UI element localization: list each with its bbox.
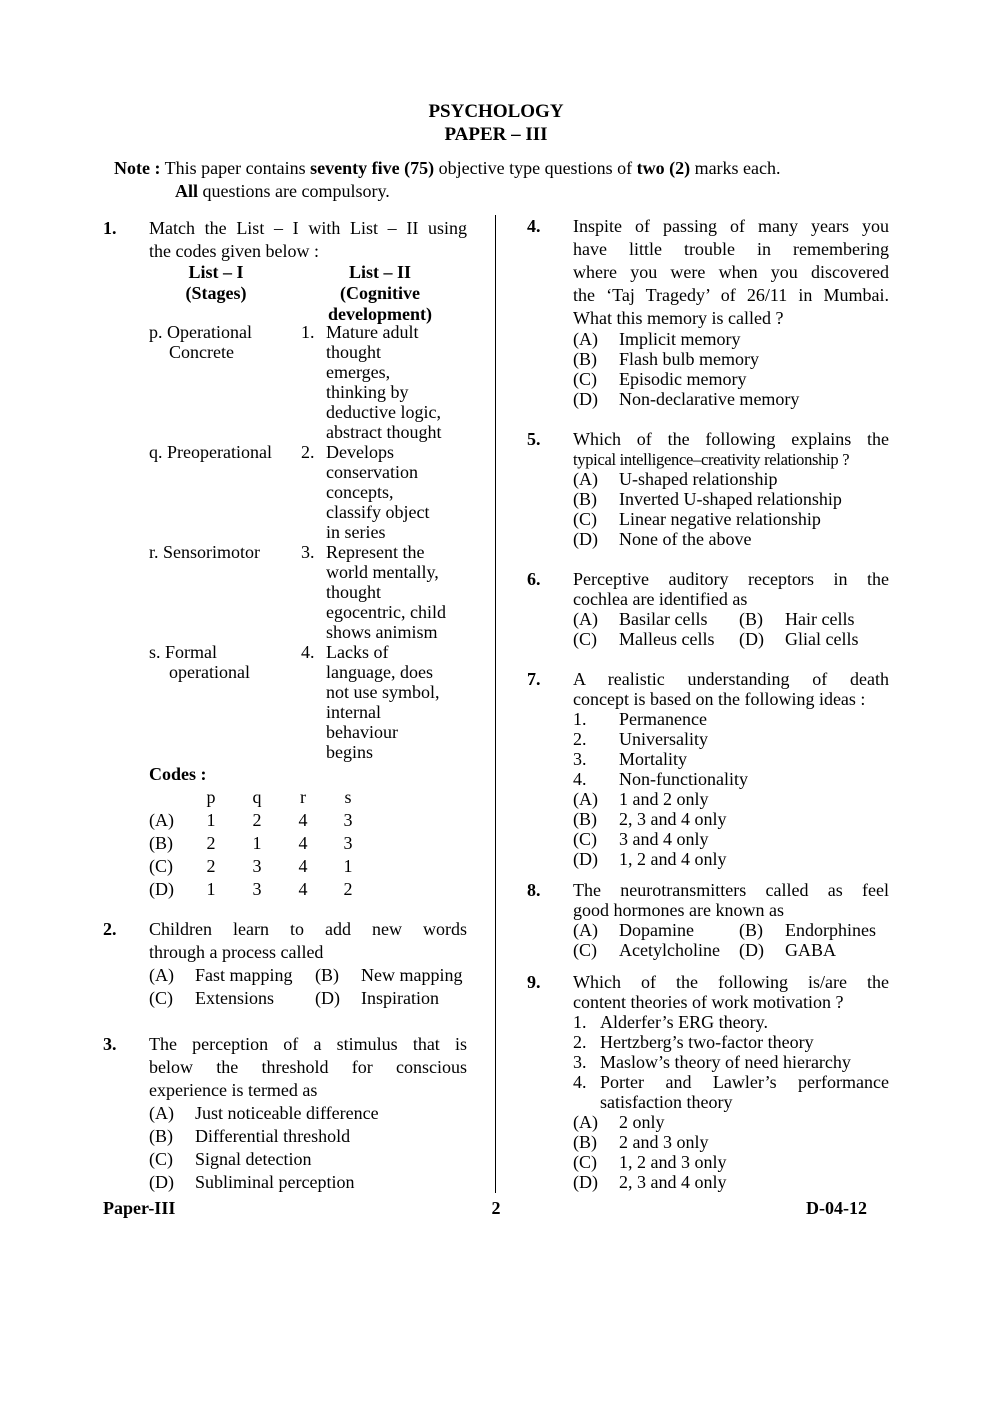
- q4-option-text: Flash bulb memory: [619, 349, 759, 369]
- q5-line-1: Which of the following explains the: [573, 429, 889, 449]
- note-rest: questions are compulsory.: [198, 181, 390, 201]
- q7-option-label: (C): [573, 829, 597, 849]
- q6-number: 6.: [527, 569, 541, 589]
- q3-option-label: (A): [149, 1103, 174, 1123]
- q8-option-d-label: (D): [739, 940, 764, 960]
- q6-option-d-text: Glial cells: [785, 629, 859, 649]
- q2-line-1: Children learn to add new words: [149, 919, 467, 939]
- q1-line-2: the codes given below :: [149, 241, 319, 261]
- item-1-line: deductive logic,: [326, 402, 441, 422]
- q6-option-b-text: Hair cells: [785, 609, 855, 629]
- q9-option-text: 2 only: [619, 1112, 665, 1132]
- code-cell: 2: [206, 856, 216, 876]
- item-1-line: Mature adult: [326, 322, 419, 342]
- q2-option-c-label: (C): [149, 988, 173, 1008]
- q3-number: 3.: [103, 1034, 117, 1054]
- item-4-line: internal: [326, 702, 381, 722]
- q8-option-a-label: (A): [573, 920, 598, 940]
- q2-option-a-label: (A): [149, 965, 174, 985]
- code-cell: 1: [343, 856, 353, 876]
- q8-line-2: good hormones are known as: [573, 900, 784, 920]
- match-item-4-text: [326, 642, 440, 762]
- item-3-line: shows animism: [326, 622, 438, 642]
- q5-option-text: Inverted U-shaped relationship: [619, 489, 842, 509]
- q7-idea-num: 4.: [573, 769, 587, 789]
- code-cell: 2: [343, 879, 353, 899]
- match-item-q-left: q. Preoperational: [149, 442, 272, 462]
- q5-option-text: Linear negative relationship: [619, 509, 821, 529]
- note-block: [114, 158, 781, 179]
- note-text-3: objective type questions of: [434, 158, 637, 178]
- q9-line-2: content theories of work motivation ?: [573, 992, 844, 1012]
- footer-code: D-04-12: [806, 1198, 867, 1218]
- item-4-line: begins: [326, 742, 373, 762]
- q9-option-text: 1, 2 and 3 only: [619, 1152, 727, 1172]
- item-2-line: classify object: [326, 502, 430, 522]
- code-option-d: (D): [149, 879, 174, 899]
- q7-option-label: (D): [573, 849, 598, 869]
- note-all: All: [175, 181, 199, 201]
- code-cell: 3: [252, 879, 262, 899]
- q4-line-4: the ‘Taj Tragedy’ of 26/11 in Mumbai.: [573, 285, 889, 305]
- q5-option-label: (C): [573, 509, 597, 529]
- q9-idea-num: 3.: [573, 1052, 587, 1072]
- q5-option-label: (A): [573, 469, 598, 489]
- q7-option-text: 1 and 2 only: [619, 789, 709, 809]
- q9-idea-num: 2.: [573, 1032, 587, 1052]
- item-3-line: egocentric, child: [326, 602, 446, 622]
- q8-option-d-text: GABA: [785, 940, 837, 960]
- list2-heading-line3: development): [328, 304, 432, 324]
- item-2-line: conservation: [326, 462, 418, 482]
- item-1-line: abstract thought: [326, 422, 442, 442]
- code-cell: 4: [298, 833, 308, 853]
- q4-number: 4.: [527, 216, 541, 236]
- q4-line-3: where you were when you discovered: [573, 262, 889, 282]
- q4-option-text: Implicit memory: [619, 329, 741, 349]
- item-3-line: Represent the: [326, 542, 425, 562]
- q2-line-2: through a process called: [149, 942, 324, 962]
- q1-line-1: Match the List – I with List – II using: [149, 218, 467, 238]
- match-item-r-left: r. Sensorimotor: [149, 542, 260, 562]
- match-item-1-num: 1.: [301, 322, 315, 342]
- q5-line-2: typical intelligence–creativity relationship ?: [573, 450, 850, 469]
- q6-option-b-label: (B): [739, 609, 763, 629]
- q3-option-label: (C): [149, 1149, 173, 1169]
- list1-heading-line1: List – I: [188, 262, 244, 282]
- list2-heading-line1: List – II: [348, 262, 411, 282]
- match-item-s-left: [149, 642, 250, 682]
- q3-option-text: Differential threshold: [195, 1126, 351, 1146]
- q7-idea-num: 3.: [573, 749, 587, 769]
- code-cell: 3: [343, 810, 353, 830]
- match-item-3-text: [326, 542, 446, 642]
- q8-option-c-text: Acetylcholine: [619, 940, 720, 960]
- q3-line-3: experience is termed as: [149, 1080, 318, 1100]
- paper-subject-title: PSYCHOLOGY: [428, 101, 564, 122]
- column-divider: [495, 215, 496, 1193]
- q4-line-5: What this memory is called ?: [573, 308, 784, 328]
- footer-paper-label: Paper-III: [103, 1198, 176, 1218]
- code-cell: 3: [343, 833, 353, 853]
- code-option-c: (C): [149, 856, 173, 876]
- q6-option-c-text: Malleus cells: [619, 629, 715, 649]
- q7-number: 7.: [527, 669, 541, 689]
- code-cell: 2: [206, 833, 216, 853]
- q7-option-label: (A): [573, 789, 598, 809]
- codes-header-p: p: [206, 787, 216, 807]
- q7-idea-text: Permanence: [619, 709, 707, 729]
- item-1-line: emerges,: [326, 362, 391, 382]
- match-item-2-text: [326, 442, 429, 542]
- q2-option-a-text: Fast mapping: [195, 965, 293, 985]
- code-cell: 1: [206, 879, 216, 899]
- q1-number: 1.: [103, 218, 117, 238]
- q8-option-a-text: Dopamine: [619, 920, 694, 940]
- item-4-line: Lacks of: [326, 642, 389, 662]
- item-s-line2: operational: [169, 662, 250, 682]
- q6-option-a-label: (A): [573, 609, 598, 629]
- q6-option-c-label: (C): [573, 629, 597, 649]
- code-cell: 2: [252, 810, 262, 830]
- q3-option-text: Subliminal perception: [195, 1172, 355, 1192]
- item-3-line: thought: [326, 582, 382, 602]
- q7-line-2: concept is based on the following ideas :: [573, 689, 866, 709]
- q7-option-text: 2, 3 and 4 only: [619, 809, 727, 829]
- note-text-1: This paper contains: [164, 158, 311, 178]
- code-option-b: (B): [149, 833, 173, 853]
- codes-header-r: r: [300, 787, 306, 807]
- q7-idea-num: 1.: [573, 709, 587, 729]
- code-cell: 4: [298, 856, 308, 876]
- q9-idea-num: 1.: [573, 1012, 587, 1032]
- q2-option-d-label: (D): [315, 988, 340, 1008]
- item-4-line: not use symbol,: [326, 682, 440, 702]
- q2-option-c-text: Extensions: [195, 988, 274, 1008]
- q4-option-label: (C): [573, 369, 597, 389]
- q3-option-label: (D): [149, 1172, 174, 1192]
- q9-idea-text: Maslow’s theory of need hierarchy: [600, 1052, 851, 1072]
- q7-idea-text: Non-functionality: [619, 769, 748, 789]
- q9-line-1: Which of the following is/are the: [573, 972, 889, 992]
- item-s-line1: s. Formal: [149, 642, 218, 662]
- q4-option-label: (B): [573, 349, 597, 369]
- q4-option-text: Episodic memory: [619, 369, 747, 389]
- note-text-2: seventy five (75): [310, 158, 435, 178]
- q8-number: 8.: [527, 880, 541, 900]
- item-2-line: in series: [326, 522, 386, 542]
- paper-number-title: PAPER – III: [444, 124, 548, 145]
- q9-option-text: 2, 3 and 4 only: [619, 1172, 727, 1192]
- q2-option-b-label: (B): [315, 965, 339, 985]
- q9-number: 9.: [527, 972, 541, 992]
- code-cell: 4: [298, 879, 308, 899]
- q8-option-b-label: (B): [739, 920, 763, 940]
- q9-idea-text: Alderfer’s ERG theory.: [600, 1012, 768, 1032]
- code-cell: 1: [206, 810, 216, 830]
- note-text-5: marks each.: [690, 158, 781, 178]
- q6-option-d-label: (D): [739, 629, 764, 649]
- q9-option-label: (D): [573, 1172, 598, 1192]
- q9-option-text: 2 and 3 only: [619, 1132, 709, 1152]
- q3-option-label: (B): [149, 1126, 173, 1146]
- list2-heading: [312, 262, 448, 325]
- code-cell: 1: [252, 833, 262, 853]
- q4-option-label: (D): [573, 389, 598, 409]
- q4-line-2: have little trouble in remembering: [573, 239, 889, 259]
- item-4-line: language, does: [326, 662, 433, 682]
- q7-idea-text: Universality: [619, 729, 708, 749]
- q7-option-text: 3 and 4 only: [619, 829, 709, 849]
- q7-option-label: (B): [573, 809, 597, 829]
- item-2-line: concepts,: [326, 482, 394, 502]
- q6-line-2: cochlea are identified as: [573, 589, 748, 609]
- q5-option-text: U-shaped relationship: [619, 469, 778, 489]
- q9-option-label: (B): [573, 1132, 597, 1152]
- item-2-line: Develops: [326, 442, 394, 462]
- q7-option-text: 1, 2 and 4 only: [619, 849, 727, 869]
- q2-option-b-text: New mapping: [361, 965, 463, 985]
- q2-option-d-text: Inspiration: [361, 988, 439, 1008]
- q8-option-b-text: Endorphines: [785, 920, 876, 940]
- codes-header-q: q: [252, 787, 262, 807]
- q3-line-1: The perception of a stimulus that is: [149, 1034, 467, 1054]
- note-line-2: [175, 181, 390, 202]
- q3-line-2: below the threshold for conscious: [149, 1057, 467, 1077]
- q3-option-text: Signal detection: [195, 1149, 312, 1169]
- q7-line-1: A realistic understanding of death: [573, 669, 889, 689]
- q3-option-text: Just noticeable difference: [195, 1103, 379, 1123]
- match-item-1-text: [326, 322, 441, 442]
- code-option-a: (A): [149, 810, 174, 830]
- q2-number: 2.: [103, 919, 117, 939]
- q9-idea-text-cont: satisfaction theory: [600, 1092, 733, 1112]
- item-1-line: thinking by: [326, 382, 409, 402]
- q6-option-a-text: Basilar cells: [619, 609, 708, 629]
- q5-option-label: (D): [573, 529, 598, 549]
- list2-heading-line2: (Cognitive: [340, 283, 420, 303]
- match-item-p-left: [149, 322, 252, 362]
- q7-idea-num: 2.: [573, 729, 587, 749]
- q7-idea-text: Mortality: [619, 749, 687, 769]
- item-p-line1: p. Operational: [149, 322, 252, 342]
- codes-header-s: s: [344, 787, 352, 807]
- q9-idea-text: Hertzberg’s two-factor theory: [600, 1032, 814, 1052]
- q9-idea-num: 4.: [573, 1072, 587, 1092]
- note-text-4: two (2): [636, 158, 691, 178]
- q9-idea-text: Porter and Lawler’s performance: [600, 1072, 889, 1092]
- match-item-3-num: 3.: [301, 542, 315, 562]
- item-1-line: thought: [326, 342, 382, 362]
- q8-option-c-label: (C): [573, 940, 597, 960]
- q4-line-1: Inspite of passing of many years you: [573, 216, 889, 236]
- list1-heading: [149, 262, 283, 304]
- match-item-4-num: 4.: [301, 642, 315, 662]
- q9-option-label: (C): [573, 1152, 597, 1172]
- q9-option-label: (A): [573, 1112, 598, 1132]
- q6-line-1: Perceptive auditory receptors in the: [573, 569, 889, 589]
- q5-option-text: None of the above: [619, 529, 752, 549]
- code-cell: 3: [252, 856, 262, 876]
- q4-option-text: Non-declarative memory: [619, 389, 800, 409]
- q4-option-label: (A): [573, 329, 598, 349]
- q5-number: 5.: [527, 429, 541, 449]
- note-label: Note :: [114, 158, 161, 178]
- item-p-line2: Concrete: [169, 342, 234, 362]
- match-item-2-num: 2.: [301, 442, 315, 462]
- item-4-line: behaviour: [326, 722, 398, 742]
- code-cell: 4: [298, 810, 308, 830]
- footer-page-number: 2: [491, 1198, 501, 1218]
- item-3-line: world mentally,: [326, 562, 439, 582]
- q8-line-1: The neurotransmitters called as feel: [573, 880, 889, 900]
- list1-heading-line2: (Stages): [185, 283, 247, 303]
- codes-label: Codes :: [149, 764, 207, 784]
- q5-option-label: (B): [573, 489, 597, 509]
